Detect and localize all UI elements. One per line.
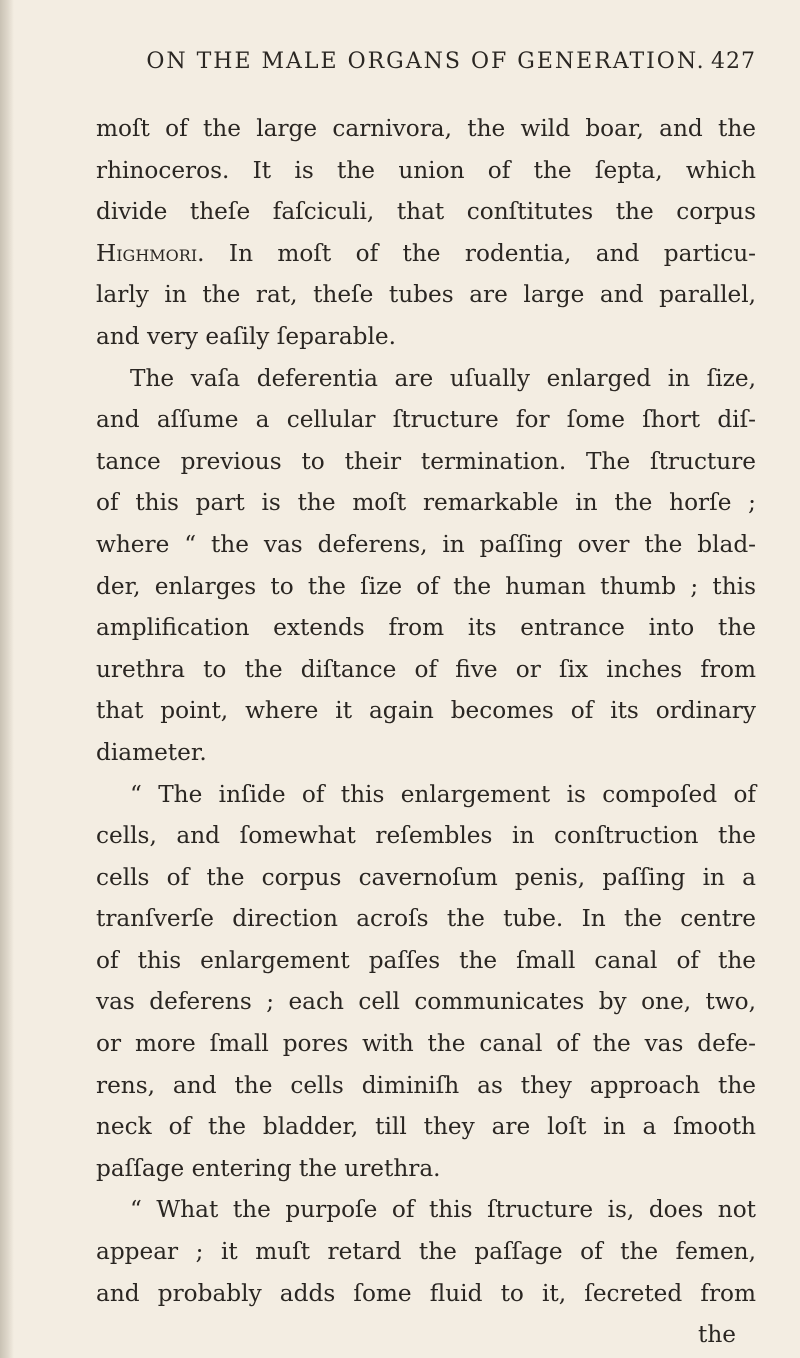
binding-shadow — [0, 0, 14, 1358]
text-line: “ The inſide of this enlargement is compoſed of — [130, 780, 756, 808]
book-page — [96, 38, 756, 1349]
text-line: cells, and ſomewhat reſembles in conſtruction the — [96, 822, 756, 850]
text-line: urethra to the diſtance of five or ſix inches from — [96, 655, 756, 683]
text-line: Highmori. In moſt of the rodentia, and particu- — [96, 239, 756, 267]
text-line: divide theſe faſciculi, that conſtitutes the corpus — [96, 198, 756, 226]
small-caps-name: Highmori — [96, 239, 198, 267]
text-line: amplification extends from its entrance into the — [96, 614, 756, 642]
running-head-title: ON THE MALE ORGANS OF GENERATION. — [146, 49, 706, 74]
text-line: vas deferens ; each cell communicates by one, two, — [96, 988, 756, 1016]
catchword: the — [698, 1321, 736, 1349]
text-line: where “ the vas deferens, in paſſing over the blad- — [96, 530, 756, 558]
text-line: tance previous to their termination. The ſtructure — [96, 447, 756, 475]
text-line: der, enlarges to the ſize of the human thumb ; this — [96, 572, 756, 600]
text-line: rens, and the cells diminiſh as they approach the — [96, 1071, 756, 1099]
text-line: tranſverſe direction acroſs the tube. In the centre — [96, 905, 756, 933]
body-text — [96, 108, 756, 1356]
page-number: 427 — [711, 49, 756, 74]
text-line: larly in the rat, theſe tubes are large and parallel, — [96, 281, 756, 309]
text-line: that point, where it again becomes of its ordinary — [96, 697, 756, 725]
text-line: rhinoceros. It is the union of the ſepta, which — [96, 156, 756, 184]
running-head — [96, 38, 756, 86]
text-line: paſſage entering the urethra. — [96, 1154, 441, 1182]
text-line: and very eaſily ſeparable. — [96, 322, 397, 350]
text-line: neck of the bladder, till they are loſt in a ſmooth — [96, 1113, 756, 1141]
text-line: and aſſume a cellular ſtructure for ſome ſhort diſ- — [96, 406, 756, 434]
text-line: of this part is the moſt remarkable in the horſe ; — [96, 489, 756, 517]
text-line: “ What the purpoſe of this ſtructure is, does not — [130, 1196, 756, 1224]
text-line: moſt of the large carnivora, the wild boar, and the — [96, 115, 756, 142]
text-line: diameter. — [96, 738, 207, 766]
text-line: cells of the corpus cavernoſum penis, paſſing in a — [96, 863, 756, 891]
text-line: The vaſa deferentia are uſually enlarged in ſize, — [130, 364, 756, 392]
text-line: appear ; it muſt retard the paſſage of the femen, — [96, 1238, 756, 1266]
text-line: and probably adds ſome fluid to it, ſecreted from — [96, 1279, 756, 1307]
text-line: of this enlargement paſſes the ſmall canal of the — [96, 946, 756, 974]
text-line: or more ſmall pores with the canal of the vas defe- — [96, 1030, 756, 1058]
